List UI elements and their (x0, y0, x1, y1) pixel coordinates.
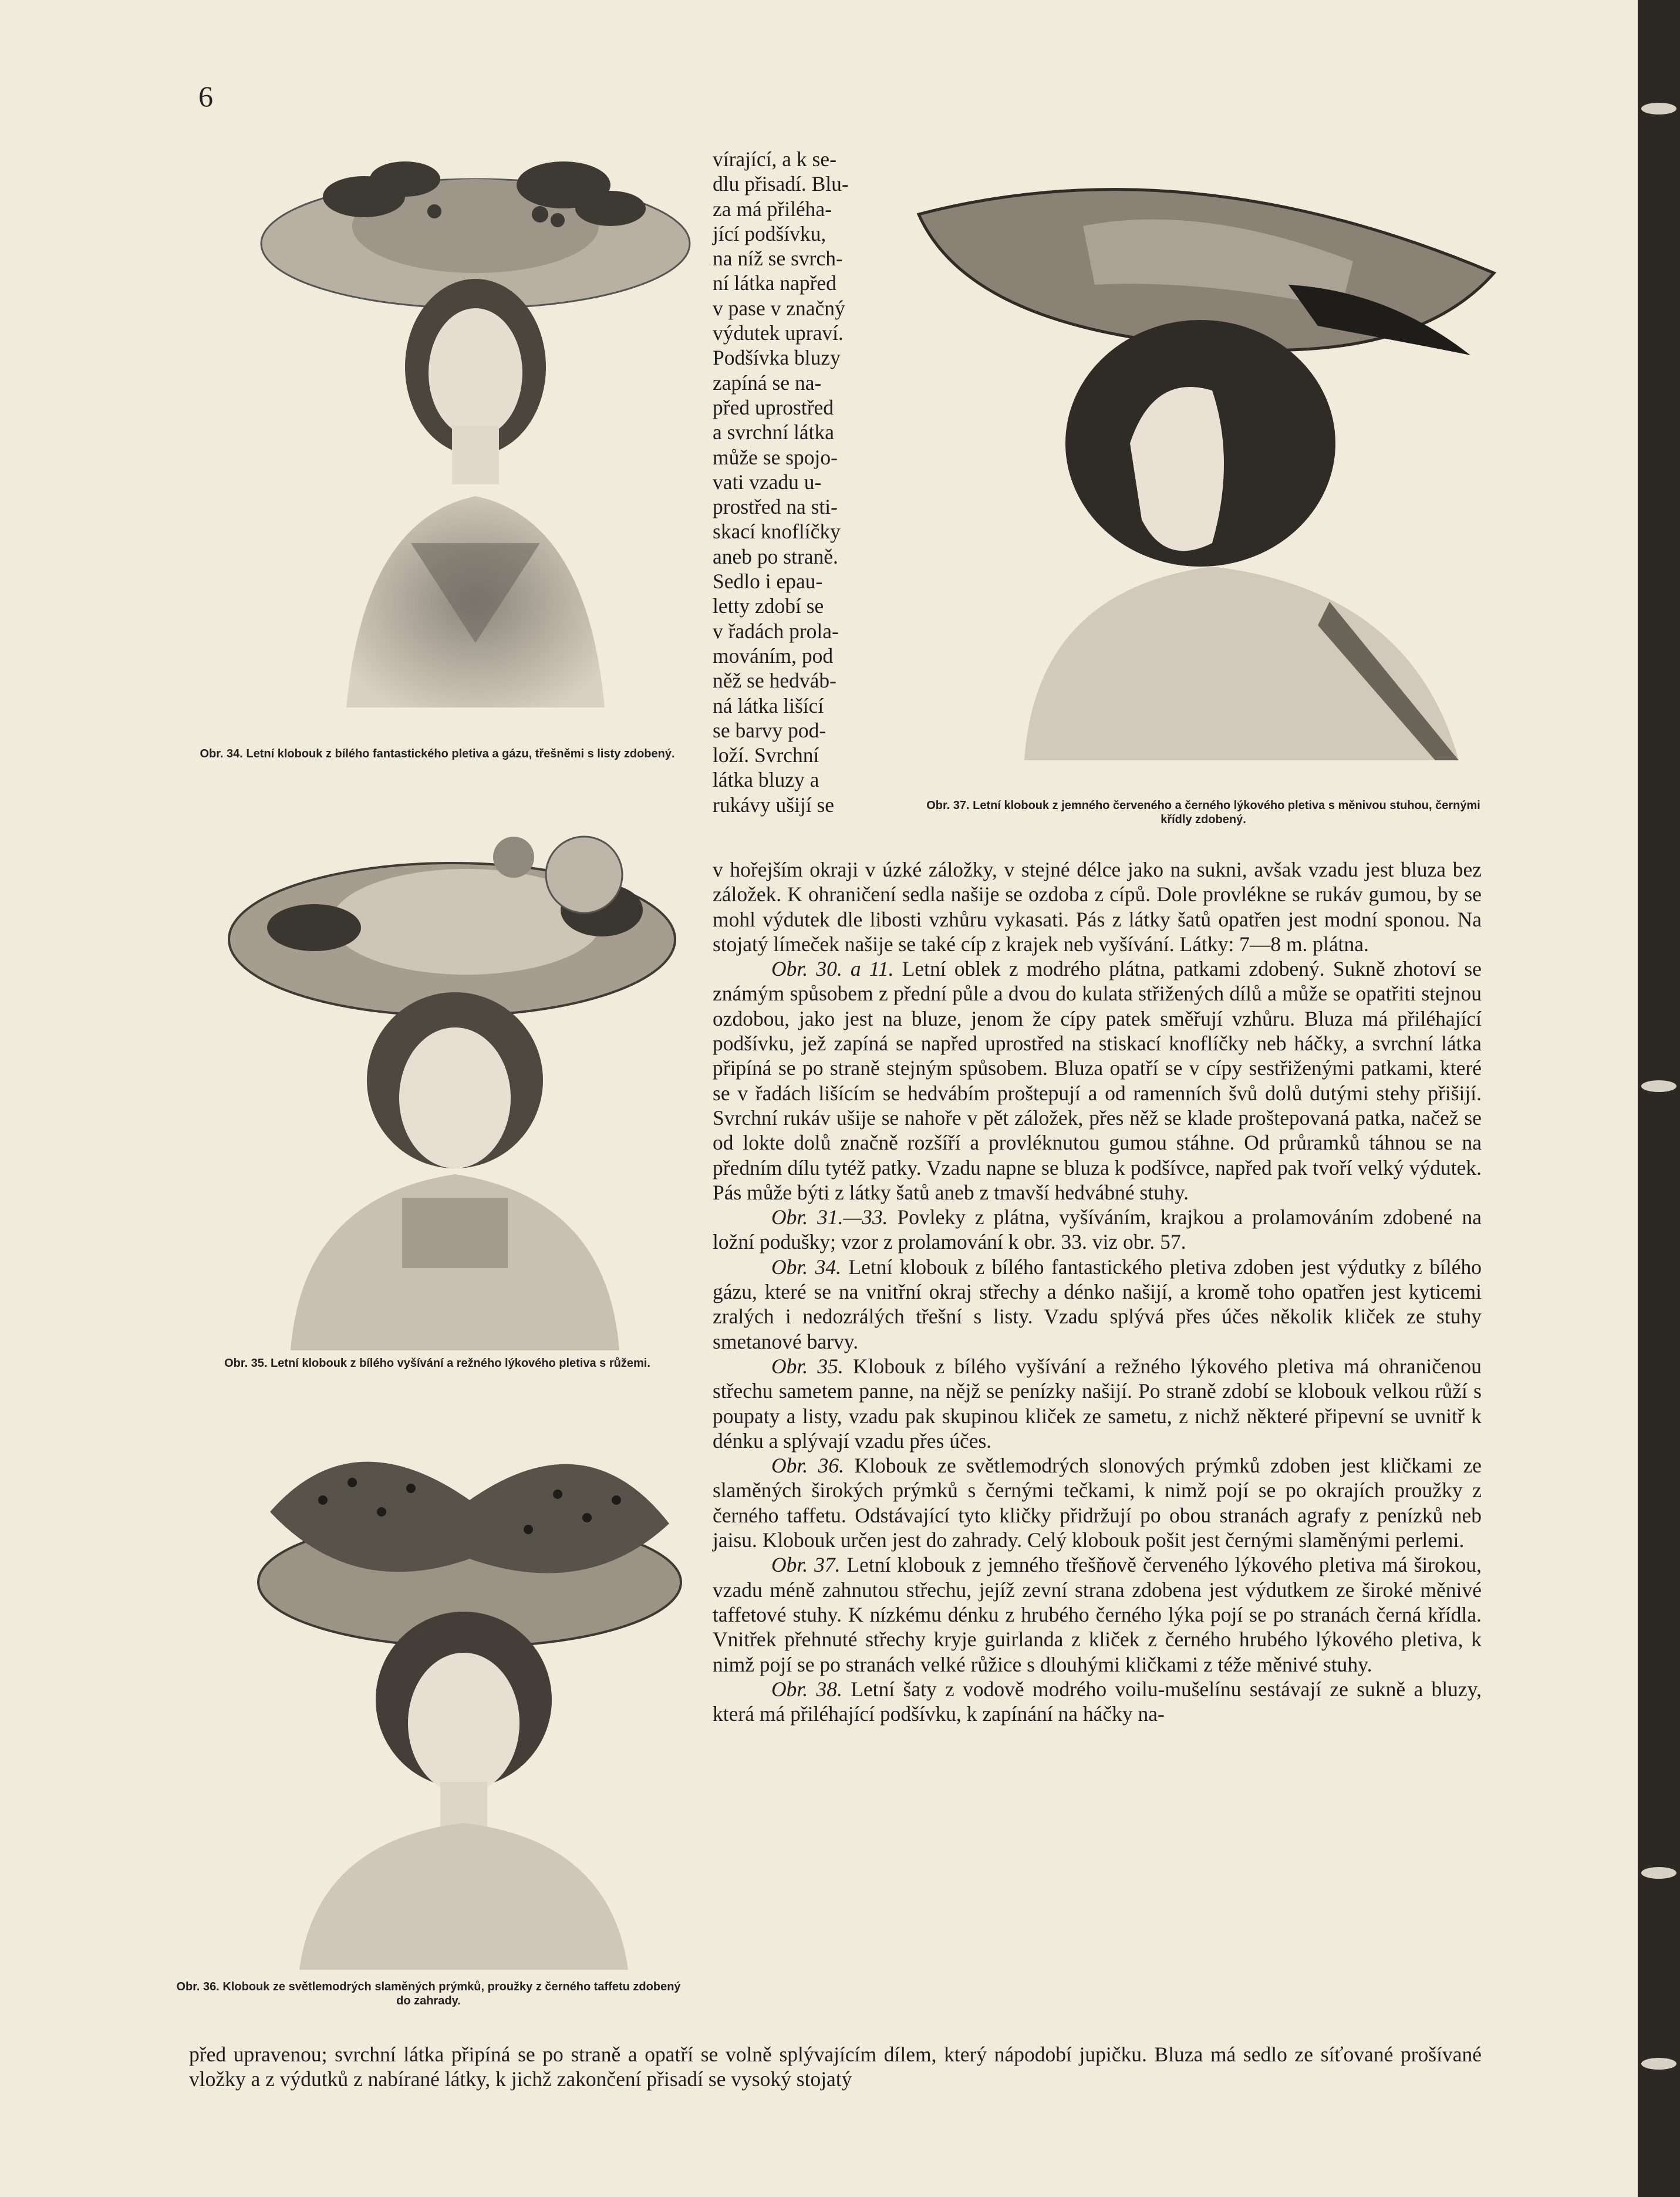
figure-34-caption: Obr. 34. Letní klobouk z bílého fantastického pletiva a gázu, třešněmi s listy zdobený. (200, 747, 675, 760)
figure-36-illustration (235, 1406, 687, 1970)
column-line: Podšívka bluzy (713, 346, 841, 370)
column-line: v pase v značný (713, 296, 845, 320)
figure-reference: Obr. 38. (771, 1677, 842, 1701)
paragraph-text: před upravenou; svrchní látka připíná se po straně a opatří se volně splývajícím dílem, který nápodobí jupičku. Bluza má sedlo ze síťované prošívané vložky a z výdutků z nabírané látky, k jichž zakončení přisadí se vysoký stojatý (189, 2043, 1482, 2091)
binding-mark (1641, 1867, 1676, 1879)
column-line: na níž se svrch- (713, 247, 843, 271)
binding-mark (1641, 1080, 1676, 1092)
paragraph-text: v hořejším okraji v úzké záložky, v stejné délce jako na sukni, avšak vzadu jest bluza bez záložek. K ohraničení sedla našije se ozdoba z cípů. Dole provlékne se rukáv gumou, by se mohl výdutek dle libosti vzhůru vykasati. Pás z látky šatů opatřen jest modní sponou. Na stojatý límeček našije se také cíp z krajek neb vyšívání. Látky: 7—8 m. plátna. (713, 858, 1482, 956)
column-line: dlu přisadí. Blu- (713, 172, 849, 196)
column-line: letty zdobí se (713, 594, 824, 618)
column-line: vati vzadu u- (713, 470, 822, 494)
column-line: výdutek upraví. (713, 321, 844, 345)
column-line: vírající, a k se- (713, 147, 836, 171)
article-body (713, 857, 1482, 1726)
paragraph-text: Letní šaty z vodově modrého voilu-mušelínu sestávají ze sukně a bluzy, která má přiléhající podšívku, k zapínání na háčky na- (713, 1677, 1482, 1726)
paragraph-text: Klobouk z bílého vyšívání a režného lýkového pletiva má ohraničenou střechu sametem panne, na nějž se penízky našijí. Po straně zdobí se klobouk velkou růží s poupaty a listy, vzadu pak skupinou kliček ze sametu, z nichž některé připevní se uvnitř k dénku a splývají vzadu přes účes. (713, 1354, 1482, 1453)
column-line: ná látka lišící (713, 693, 824, 717)
column-line: aneb po straně. (713, 544, 838, 568)
column-line: se barvy pod- (713, 718, 826, 742)
paragraph (713, 1677, 1482, 1727)
page-number: 6 (198, 80, 213, 113)
paragraph (713, 1205, 1482, 1255)
figure-34-illustration (258, 144, 696, 707)
column-line: látka bluzy a (713, 768, 819, 792)
paragraph (713, 1354, 1482, 1453)
figure-reference: Obr. 35. (771, 1354, 844, 1378)
figure-reference: Obr. 37. (771, 1553, 841, 1577)
column-line: může se spojo- (713, 445, 838, 469)
column-line: zapíná se na- (713, 370, 822, 395)
paragraph-text: Klobouk ze světlemodrých slonových prýmků zdoben jest kličkami ze slaměných širokých prýmků s černými tečkami, k nimž pojí se po okrajích proužky z černého taffetu. Odstávající tyto kličky přidržují po obou stranách agrafy z penízků neb jaisu. Klobouk určen jest do zahrady. Celý klobouk pošit jest černými slaměnými perlemi. (713, 1454, 1482, 1552)
paragraph (713, 1453, 1482, 1552)
binding-edge (1638, 0, 1680, 2197)
narrow-column-text (713, 147, 879, 817)
figure-37-illustration (907, 167, 1500, 760)
column-line: jící podšívku, (713, 221, 826, 245)
paragraph (713, 857, 1482, 956)
column-line: a svrchní látka (713, 420, 835, 444)
column-line: loží. Svrchní (713, 743, 819, 767)
figure-36-caption: Obr. 36. Klobouk ze světlemodrých slaměných prýmků, proužky z černého taffetu zdobený do zahrady. (176, 1980, 681, 2007)
column-line: za má přiléha- (713, 197, 832, 221)
column-line: rukávy ušijí se (713, 793, 835, 817)
figure-reference: Obr. 31.—33. (771, 1205, 888, 1229)
paragraph-text: Povleky z plátna, vyšíváním, krajkou a prolamováním zdobené na ložní podušky; vzor z prolamování k obr. 33. viz obr. 57. (713, 1205, 1482, 1254)
figure-37-caption: Obr. 37. Letní klobouk z jemného červeného a černého lýkového pletiva s měnivou stuhou, černými křídly zdobený. (926, 799, 1480, 826)
column-line: ní látka napřed (713, 271, 836, 295)
column-line: prostřed na sti- (713, 495, 838, 519)
figure-reference: Obr. 30. a 11. (771, 957, 894, 981)
figure-35-illustration (220, 822, 684, 1350)
binding-mark (1641, 103, 1676, 114)
paragraph (713, 1552, 1482, 1676)
paragraph (713, 956, 1482, 1205)
paragraph (713, 1255, 1482, 1354)
column-line: mováním, pod (713, 643, 834, 668)
paragraph-text: Letní klobouk z jemného třešňově červeného lýkového pletiva má širokou, vzadu méně zahnutou střechu, jejíž zevní strana zdobena jest výdutkem ze široké měnivé taffetové stuhy. K nízkému dénku z hrubého černého lýka pojí se po stranách černá křídla. Vnitřek přehnuté střechy kryje guirlanda z kliček z černého hrubého lýkového pletiva, k nimž pojí se po stranách velké růžice s dlouhými kličkami z téže měnivé stuhy. (713, 1553, 1482, 1676)
column-line: Sedlo i epau- (713, 570, 823, 594)
paragraph-text: Letní klobouk z bílého fantastického pletiva zdoben jest výdutky z bílého gázu, které se na vnitřní okraj střechy a dénko našijí, a kromě toho opatřen jest kyticemi zralých i nedozrálých třešní s listy. Vzadu splývá přes účes několik kliček ze stuhy smetanové barvy. (713, 1255, 1482, 1353)
full-width-text (189, 2042, 1482, 2092)
column-line: něž se hedváb- (713, 669, 836, 693)
column-line: skací knoflíčky (713, 520, 841, 544)
figure-reference: Obr. 36. (771, 1454, 844, 1478)
column-line: v řadách prola- (713, 619, 839, 643)
binding-mark (1641, 2058, 1676, 2070)
column-line: před uprostřed (713, 395, 834, 419)
paragraph-text: Letní oblek z modrého plátna, patkami zdobený. Sukně zhotoví se známým spůsobem z přední půle a dvou do kulata střižených dílů a může se opatřiti stejnou ozdobou, jako jest na bluze, jenom že cípy patek směřují vzhůru. Bluza má přiléhající podšívku, jež zapíná se napřed uprostřed na stiskací knoflíčky neb háčky, a svrchní látka připíná se po straně stejným spůsobem. Bluza opatří se v cípy sestřiženými patkami, které se v řadách lišícím se hedvábím proštepují a od ramenních švů dolů dutými stehy přišijí. Svrchní rukáv ušije se nahoře v pět záložek, přes něž se klade proštepovaná patka, načež se od lokte dolů značně rozšíří a provléknutou gumou stáhne. Od průramků táhnou se na předním dílu tytéž patky. Vzadu napne se bluza k podšívce, napřed pak tvoří velký výdutek. Pás může býti z látky šatů aneb z tmavší hedvábné stuhy. (713, 957, 1482, 1204)
figure-reference: Obr. 34. (771, 1255, 841, 1279)
figure-35-caption: Obr. 35. Letní klobouk z bílého vyšívání a režného lýkového pletiva s růžemi. (224, 1357, 650, 1370)
